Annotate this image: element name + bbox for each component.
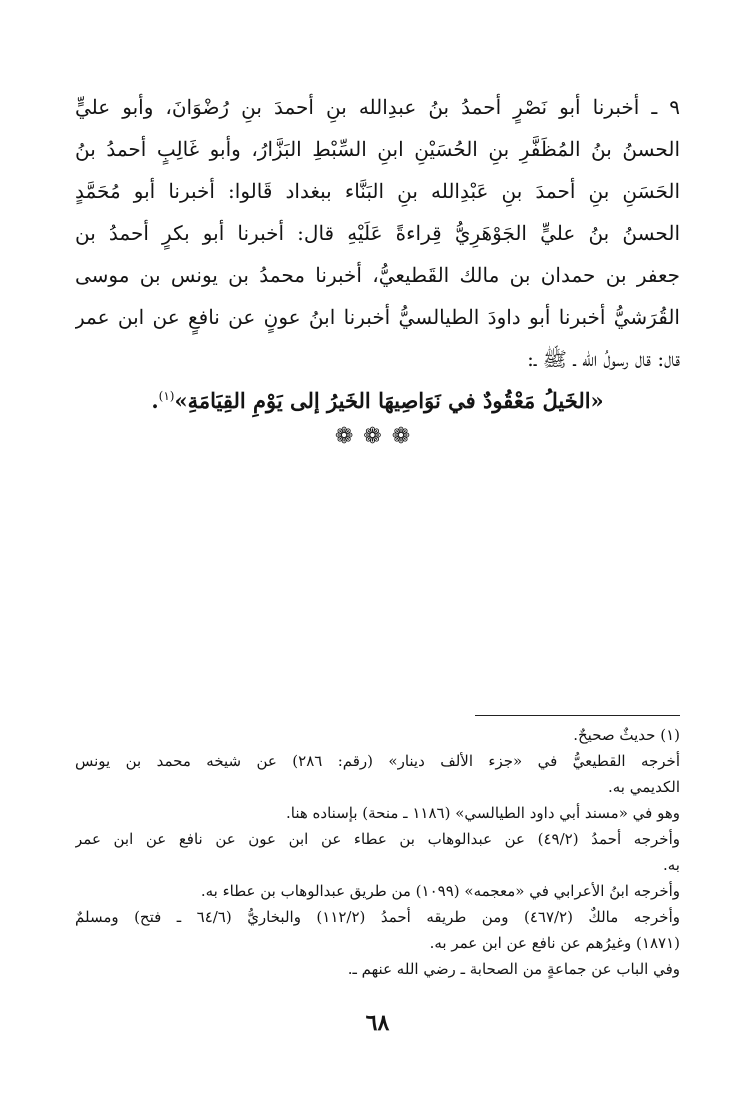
footnote-line-10: وفي الباب عن جماعةٍ من الصحابة ـ رضي الله عنهم ـ. bbox=[347, 960, 680, 978]
main-text-line-2: الحسنُ بنُ المُظَفَّرِ بنِ الحُسَيْنِ ابنِ السِّبْطِ البَزَّارُ، وأبو غَالِبٍ أحمدُ بنُ bbox=[75, 137, 680, 161]
main-text-line-1: ٩ ـ أخبرنا أبو نَصْرٍ أحمدُ بنُ عبدِالله بنِ أحمدَ بنِ رُضْوَانَ، وأبو عليٍّ bbox=[75, 95, 680, 119]
main-text-line-6: القُرَشيُّ أخبرنا أبو داودَ الطيالسيُّ أخبرنا ابنُ عونٍ عن نافعٍ عن ابن عمر bbox=[75, 305, 680, 329]
footnote-line-8: وأخرجه مالكٌ (٤٦٧/٢) ومن طريقه أحمدُ (١١٢/٢) والبخاريُّ (٦٤/٦ ـ فتح) ومسلمٌ bbox=[75, 908, 680, 926]
footnote-line-6: به. bbox=[663, 856, 680, 874]
section-ornament: ❁❁❁ bbox=[334, 424, 421, 449]
main-text-line-3: الحَسَنِ بنِ أحمدَ بنِ عَبْدِالله بنِ البَنَّاء ببغداد قَالوا: أخبرنا أبو مُحَمَّدٍ bbox=[75, 179, 680, 203]
page-number: ٦٨ bbox=[365, 1010, 390, 1036]
footnote-line-5: وأخرجه أحمدُ (٤٩/٢) عن عبدالوهاب بن عطاء عن ابن عون عن نافع عن ابن عمر bbox=[75, 830, 680, 848]
footnotes-block bbox=[75, 722, 680, 982]
hadith-text: «الخَيلُ مَعْقُودٌ في نَوَاصِيهَا الخَيرُ إلى يَوْمِ القِيَامَةِ» bbox=[174, 388, 604, 413]
main-text-line-4: الحسنُ بنُ عليٍّ الجَوْهَرِيُّ قِراءةً عَلَيْهِ قال: أخبرنا أبو بكرٍ أحمدُ بن bbox=[75, 221, 680, 245]
footnote-line-1: (١) حديثٌ صحيحٌ. bbox=[573, 726, 680, 744]
footnote-line-7: وأخرجه ابنُ الأعرابي في «معجمه» (١٠٩٩) من طريق عبدالوهاب بن عطاء به. bbox=[200, 882, 680, 900]
main-text-line-5: جعفر بن حمدان بن مالك القَطيعيُّ، أخبرنا محمدُ بن يونس بن موسى bbox=[75, 263, 680, 287]
footnote-line-2: أخرجه القطيعيُّ في «جزء الألف دينار» (رقم: ٢٨٦) عن شيخه محمد بن يونس bbox=[75, 752, 680, 770]
hadith-end-mark: . bbox=[151, 388, 159, 413]
footnote-reference: (١) bbox=[158, 389, 175, 403]
footnote-line-3: الكديمي به. bbox=[608, 778, 680, 796]
main-text-block bbox=[75, 86, 680, 380]
main-text-line-7: قال: قال رسولُ الله ـ ﷺ ـ: bbox=[527, 347, 680, 371]
footnote-line-4: وهو في «مسند أبي داود الطيالسي» (١١٨٦ ـ منحة) بإسناده هنا. bbox=[286, 804, 680, 822]
footnote-line-9: (١٨٧١) وغيرُهم عن نافع عن ابن عمر به. bbox=[429, 934, 680, 952]
hadith-quote bbox=[75, 376, 680, 421]
footnote-separator bbox=[475, 715, 680, 716]
